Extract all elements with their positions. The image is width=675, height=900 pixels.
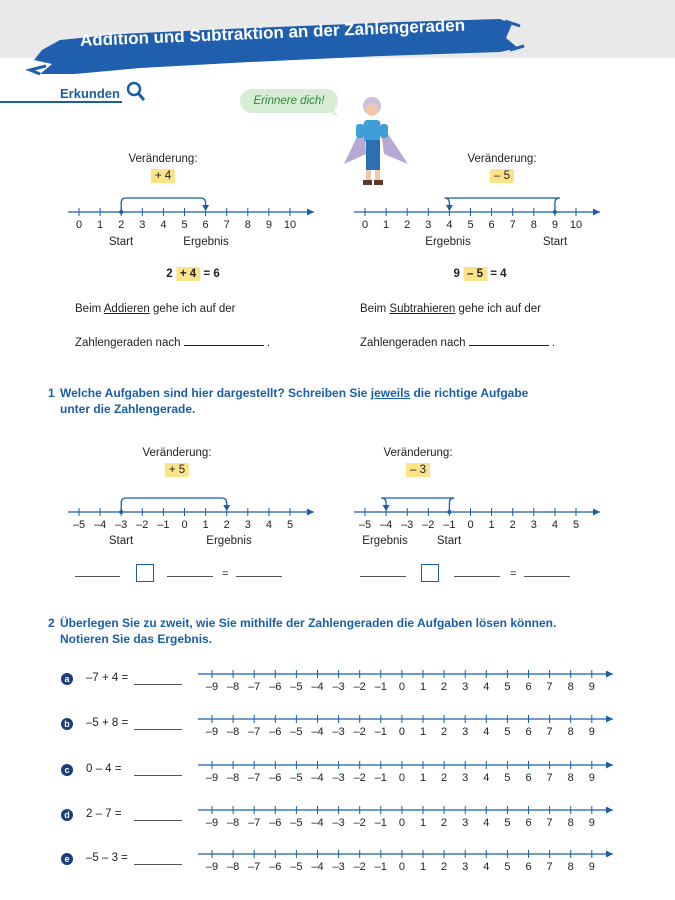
task1-left-tick-label: 5 bbox=[286, 519, 294, 531]
task2-item-d-tick-label: 2 bbox=[441, 817, 448, 829]
explore-left-tick-label: 8 bbox=[244, 219, 251, 231]
explore-left-tick-label: 10 bbox=[283, 219, 297, 231]
task2-item-d-tick-label: –4 bbox=[311, 817, 324, 829]
task1-left-start-label: Start bbox=[108, 535, 134, 547]
task2-item-c-tick-label: 6 bbox=[525, 772, 532, 784]
task2-item-d-tick-label: 7 bbox=[546, 817, 553, 829]
page-title: Addition und Subtraktion an der Zahlengeraden bbox=[79, 15, 466, 50]
task1-left-tick-label: 1 bbox=[202, 519, 209, 531]
task2-item-b-tick-label: 4 bbox=[483, 726, 490, 738]
task2-item-e-tick-label: 4 bbox=[483, 861, 490, 873]
task2-item-e-tick-label: 3 bbox=[462, 861, 469, 873]
task2-item-a-tick-label: –9 bbox=[205, 681, 219, 693]
explore-left-tick-label: 2 bbox=[118, 219, 125, 231]
task2-item-d-tick-label: 9 bbox=[588, 817, 595, 829]
task1-right-change-value: – 3 bbox=[406, 464, 430, 476]
task2-item-b-tick-label: 3 bbox=[462, 726, 469, 738]
explore-right-tick-label: 7 bbox=[509, 219, 516, 231]
task2-item-e-tick-label: –5 bbox=[290, 861, 303, 873]
task1-right-tick-label: –3 bbox=[401, 519, 414, 531]
task2-item-b-tick-label: 7 bbox=[546, 726, 553, 738]
task1-left-tick-label: –2 bbox=[136, 519, 149, 531]
task2-item-e-tick-label: 7 bbox=[546, 861, 553, 873]
task2-item-a-tick-label: 6 bbox=[525, 681, 532, 693]
task2-item-c-tick-label: 9 bbox=[588, 772, 595, 784]
task1-instruction: 1 Welche Aufgaben sind hier dargestellt? Schreiben Sie jeweils die richtige Aufgabe unter die Zahlengerade. bbox=[48, 386, 529, 416]
task1-right-tick-label: 2 bbox=[509, 519, 516, 531]
task1-right-tick-label: 1 bbox=[488, 519, 495, 531]
task1-left-tick-label: 4 bbox=[265, 519, 272, 531]
task2-item-b-tick-label: 8 bbox=[567, 726, 574, 738]
task1-right-start-label: Start bbox=[436, 535, 462, 547]
task2-item-c-tick-label: –8 bbox=[226, 772, 240, 784]
task2-item-d-tick-label: –7 bbox=[248, 817, 261, 829]
task1-left-result-label: Ergebnis bbox=[206, 535, 252, 547]
task2-item-c-arrowhead bbox=[606, 762, 613, 769]
task2-item-b-tick-label: –2 bbox=[353, 726, 366, 738]
explore-right-tick-label: 6 bbox=[488, 219, 495, 231]
task1-left-tick-label: 0 bbox=[181, 519, 188, 531]
task2-item-a-tick-label: –5 bbox=[290, 681, 303, 693]
task2-item-d-tick-label: 4 bbox=[483, 817, 490, 829]
explore-right-tick-label: 3 bbox=[425, 219, 432, 231]
task1-right-tick-label: –1 bbox=[443, 519, 456, 531]
task2-item-d-tick-label: –9 bbox=[205, 817, 219, 829]
task1-left-tick-label: –5 bbox=[72, 519, 86, 531]
task2-item-e-tick-label: –6 bbox=[269, 861, 282, 873]
explore-right-tick-label: 0 bbox=[361, 219, 369, 231]
task1-left-change-label: Veränderung: bbox=[142, 447, 212, 459]
task2-item-b-tick-label: –5 bbox=[290, 726, 303, 738]
task1-right-tick-label: 4 bbox=[551, 519, 558, 531]
task2-item-c-tick-label: 8 bbox=[567, 772, 574, 784]
task2-item-a-expression: –7 + 4 = bbox=[86, 672, 129, 684]
explore-right-tick-label: 1 bbox=[383, 219, 390, 231]
explore-right-sentence: Beim Subtrahieren gehe ich auf der bbox=[360, 303, 541, 315]
task2-item-b-tick-label: 5 bbox=[504, 726, 511, 738]
task2-item-b-tick-label: 0 bbox=[398, 726, 405, 738]
task2-item-d-tick-label: 6 bbox=[525, 817, 532, 829]
task2-item-d-tick-label: –6 bbox=[269, 817, 282, 829]
task2-item-d-tick-label: 5 bbox=[504, 817, 511, 829]
task2-item-a-tick-label: 2 bbox=[441, 681, 448, 693]
task2-item-e-expression: –5 – 3 = bbox=[86, 852, 128, 864]
explore-right-sentence-2: Zahlengeraden nach . bbox=[360, 337, 556, 349]
task2-item-e-tick-label: 1 bbox=[419, 861, 427, 873]
explore-left-tick-label: 9 bbox=[265, 219, 272, 231]
task2-item-d-expression: 2 – 7 = bbox=[86, 808, 122, 820]
reminder-bubble: Erinnere dich! bbox=[240, 89, 338, 113]
task2-item-e-tick-label: 8 bbox=[567, 861, 574, 873]
task1-right-tick-label: –4 bbox=[379, 519, 393, 531]
task2-item-e-tick-label: –9 bbox=[205, 861, 219, 873]
task2-item-c-tick-label: –3 bbox=[332, 772, 345, 784]
task2-item-d-tick-label: –5 bbox=[290, 817, 303, 829]
task2-item-e-tick-label: 5 bbox=[504, 861, 511, 873]
task1-right-tick-label: –2 bbox=[422, 519, 435, 531]
task2-item-a-tick-label: 9 bbox=[588, 681, 595, 693]
task2-item-c-tick-label: 3 bbox=[462, 772, 469, 784]
task2-item-a-arrowhead bbox=[606, 671, 613, 678]
explore-right-tick-label: 2 bbox=[404, 219, 411, 231]
explore-left-sentence: Beim Addieren gehe ich auf der bbox=[75, 303, 236, 315]
task2-item-c-tick-label: –9 bbox=[205, 772, 219, 784]
task2-instruction: 2 Überlegen Sie zu zweit, wie Sie mithilfe der Zahlengeraden die Aufgaben lösen können. Notieren Sie das Ergebnis. bbox=[48, 616, 557, 646]
task2-item-b-tick-label: –8 bbox=[226, 726, 240, 738]
task2-item-e-tick-label: –2 bbox=[353, 861, 366, 873]
explore-left-tick-label: 0 bbox=[75, 219, 83, 231]
task1-left-equals: = bbox=[222, 568, 229, 580]
task2-item-d-badge: d bbox=[61, 809, 73, 821]
task2-item-c-expression: 0 – 4 = bbox=[86, 763, 122, 775]
task2-item-b-tick-label: –4 bbox=[311, 726, 324, 738]
explore-left-tick-label: 1 bbox=[97, 219, 104, 231]
task2-item-e-tick-label: 2 bbox=[441, 861, 448, 873]
task2-item-a-tick-label: –7 bbox=[248, 681, 261, 693]
section-label: Erkunden bbox=[60, 86, 120, 101]
task2-item-d-tick-label: 8 bbox=[567, 817, 574, 829]
task1-right-tick-label: 0 bbox=[467, 519, 474, 531]
task2-item-c-tick-label: 5 bbox=[504, 772, 511, 784]
explore-right-result-label: Ergebnis bbox=[425, 236, 471, 248]
explore-left-tick-label: 3 bbox=[139, 219, 146, 231]
task2-item-a-tick-label: 7 bbox=[546, 681, 553, 693]
explore-left-tick-label: 5 bbox=[181, 219, 188, 231]
task2-item-a-tick-label: 0 bbox=[398, 681, 405, 693]
task2-item-a-tick-label: 8 bbox=[567, 681, 574, 693]
task1-left-tick-label: –3 bbox=[115, 519, 128, 531]
task2-item-a-tick-label: 1 bbox=[419, 681, 427, 693]
task1-left-tick-label: 3 bbox=[244, 519, 251, 531]
task2-item-d-tick-label: –3 bbox=[332, 817, 345, 829]
task2-item-a-tick-label: 4 bbox=[483, 681, 490, 693]
explore-left-change-value: + 4 bbox=[151, 170, 175, 182]
explore-right-start-label: Start bbox=[542, 236, 568, 248]
explore-right-tick-label: 4 bbox=[446, 219, 453, 231]
task2-item-c-tick-label: –1 bbox=[374, 772, 387, 784]
task2-item-c-tick-label: –6 bbox=[269, 772, 282, 784]
explore-left-start-label: Start bbox=[108, 236, 134, 248]
task2-item-e-tick-label: –7 bbox=[248, 861, 261, 873]
task1-left-tick-label: –1 bbox=[157, 519, 170, 531]
task2-item-c-tick-label: 4 bbox=[483, 772, 490, 784]
task2-item-d-tick-label: –2 bbox=[353, 817, 366, 829]
task1-right-change-label: Veränderung: bbox=[383, 447, 453, 459]
explore-right-tick-label: 9 bbox=[551, 219, 558, 231]
task2-item-e-badge: e bbox=[61, 853, 73, 865]
task2-item-d-arrowhead bbox=[606, 807, 613, 814]
task2-item-b-expression: –5 + 8 = bbox=[86, 717, 129, 729]
task2-item-c-tick-label: –5 bbox=[290, 772, 303, 784]
task1-left-change-value: + 5 bbox=[165, 464, 189, 476]
explore-right-equation: 9 – 5 = 4 bbox=[453, 268, 507, 280]
task2-item-c-tick-label: –4 bbox=[311, 772, 324, 784]
task2-item-b-tick-label: –1 bbox=[374, 726, 387, 738]
task2-item-c-tick-label: 1 bbox=[419, 772, 427, 784]
task2-item-a-tick-label: 3 bbox=[462, 681, 469, 693]
task2-item-b-tick-label: –6 bbox=[269, 726, 282, 738]
task2-item-e-tick-label: –4 bbox=[311, 861, 324, 873]
task2-item-d-tick-label: 3 bbox=[462, 817, 469, 829]
explore-left-tick-label: 4 bbox=[160, 219, 167, 231]
explore-left-change-label: Veränderung: bbox=[128, 153, 198, 165]
explore-right-tick-label: 8 bbox=[530, 219, 537, 231]
task2-item-c-badge: c bbox=[61, 764, 73, 776]
task2-item-b-tick-label: 2 bbox=[441, 726, 448, 738]
explore-right-change-label: Veränderung: bbox=[467, 153, 537, 165]
task2-item-c-tick-label: 7 bbox=[546, 772, 553, 784]
task2-item-b-badge: b bbox=[61, 718, 73, 730]
explore-right-change-value: – 5 bbox=[490, 170, 514, 182]
task2-item-e-tick-label: 9 bbox=[588, 861, 595, 873]
task1-right-tick-label: 3 bbox=[530, 519, 537, 531]
task2-item-e-arrowhead bbox=[606, 851, 613, 858]
task2-item-e-tick-label: –8 bbox=[226, 861, 240, 873]
task2-item-d-tick-label: 0 bbox=[398, 817, 405, 829]
explore-left-result-label: Ergebnis bbox=[183, 236, 229, 248]
task2-item-a-tick-label: 5 bbox=[504, 681, 511, 693]
task2-item-d-tick-label: –8 bbox=[226, 817, 240, 829]
task2-item-e-tick-label: –3 bbox=[332, 861, 345, 873]
explore-left-equation: 2 + 4 = 6 bbox=[166, 268, 220, 280]
task1-left-tick-label: 2 bbox=[223, 519, 230, 531]
explore-left-tick-label: 6 bbox=[202, 219, 209, 231]
explore-left-sentence-2: Zahlengeraden nach . bbox=[75, 337, 271, 349]
task2-item-a-badge: a bbox=[61, 673, 73, 685]
task1-right-result-label: Ergebnis bbox=[362, 535, 408, 547]
task2-item-c-tick-label: 0 bbox=[398, 772, 405, 784]
task2-item-e-tick-label: 0 bbox=[398, 861, 405, 873]
task2-item-a-tick-label: –4 bbox=[311, 681, 324, 693]
task2-item-e-tick-label: 6 bbox=[525, 861, 532, 873]
task1-right-tick-label: –5 bbox=[358, 519, 372, 531]
explore-right-tick-label: 5 bbox=[467, 219, 474, 231]
task2-item-a-tick-label: –1 bbox=[374, 681, 387, 693]
task2-item-c-tick-label: –7 bbox=[248, 772, 261, 784]
task2-item-b-tick-label: 9 bbox=[588, 726, 595, 738]
task2-item-a-tick-label: –6 bbox=[269, 681, 282, 693]
task2-item-a-tick-label: –2 bbox=[353, 681, 366, 693]
task2-item-d-tick-label: 1 bbox=[419, 817, 427, 829]
explore-right-tick-label: 10 bbox=[569, 219, 583, 231]
task2-item-b-tick-label: 1 bbox=[419, 726, 427, 738]
explore-left-tick-label: 7 bbox=[223, 219, 230, 231]
task2-item-a-tick-label: –3 bbox=[332, 681, 345, 693]
task2-item-d-tick-label: –1 bbox=[374, 817, 387, 829]
task2-item-c-tick-label: –2 bbox=[353, 772, 366, 784]
task2-item-b-tick-label: 6 bbox=[525, 726, 532, 738]
task1-left-tick-label: –4 bbox=[93, 519, 107, 531]
task2-item-b-tick-label: –3 bbox=[332, 726, 345, 738]
task1-right-equals: = bbox=[510, 568, 517, 580]
task2-item-c-tick-label: 2 bbox=[441, 772, 448, 784]
task2-item-b-tick-label: –9 bbox=[205, 726, 219, 738]
task2-item-b-tick-label: –7 bbox=[248, 726, 261, 738]
task2-item-e-tick-label: –1 bbox=[374, 861, 387, 873]
task2-item-a-tick-label: –8 bbox=[226, 681, 240, 693]
task1-right-tick-label: 5 bbox=[572, 519, 580, 531]
task2-item-b-arrowhead bbox=[606, 716, 613, 723]
